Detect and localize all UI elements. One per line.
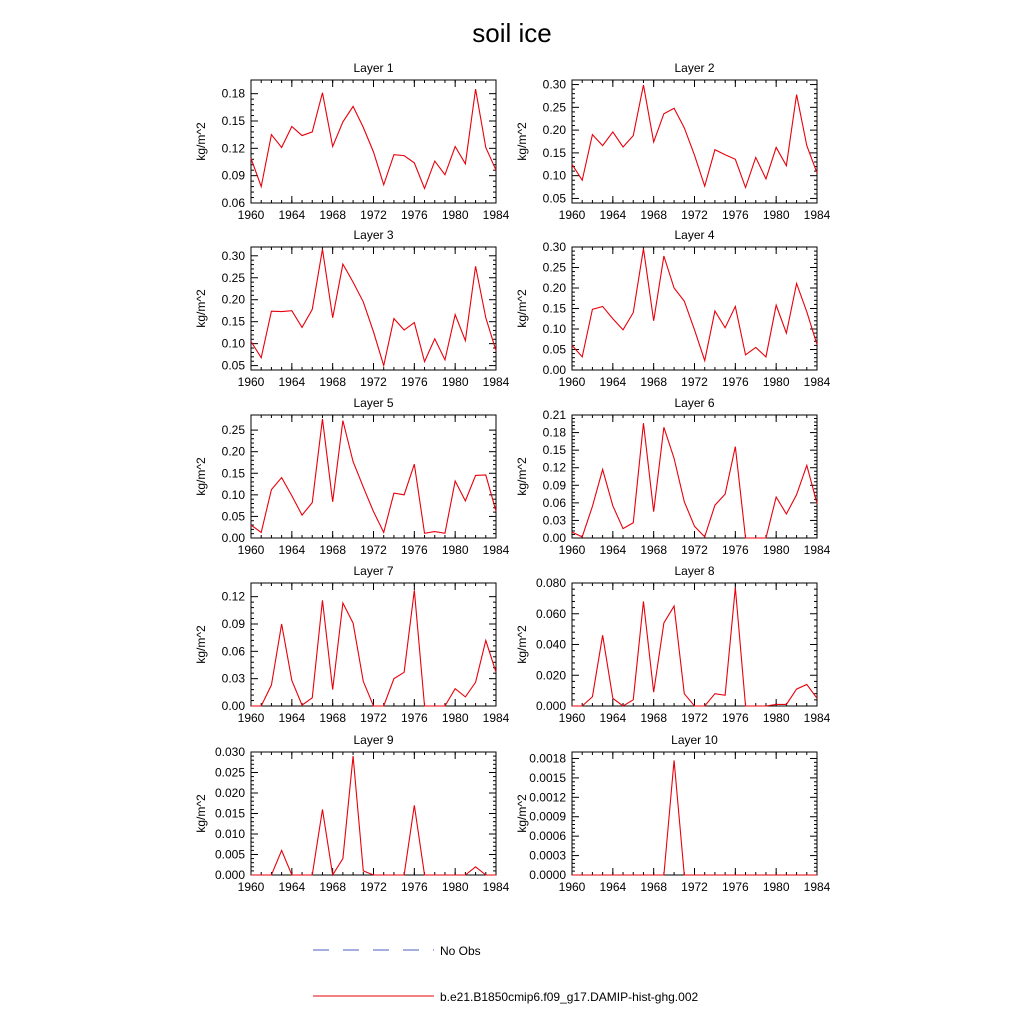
x-tick-label: 1980 [441,375,469,389]
y-tick-label: 0.10 [221,336,245,351]
y-tick-label: 0.025 [214,765,245,780]
x-tick-label: 1972 [681,880,708,894]
y-tick-label: 0.20 [542,123,566,138]
legend-label-model: b.e21.B1850cmip6.f09_g17.DAMIP-hist-ghg.002 [440,990,699,1004]
x-tick-label: 1984 [482,543,510,557]
x-tick-label: 1980 [441,711,469,725]
y-tick-label: 0.25 [221,423,245,438]
panel-title: Layer 10 [671,733,718,747]
x-tick-label: 1980 [441,208,469,222]
x-tick-label: 1960 [237,711,265,725]
y-tick-label: 0.30 [542,77,566,92]
y-tick-label: 0.25 [542,260,566,275]
y-tick-label: 0.015 [214,806,245,821]
x-tick-label: 1968 [640,208,668,222]
y-tick-label: 0.20 [542,281,566,295]
panel-title: Layer 3 [353,228,394,242]
y-tick-label: 0.21 [542,408,566,422]
panel-layer-7 [194,564,510,725]
series-line-layer-6 [572,423,817,538]
y-axis-label: kg/m^2 [194,289,208,328]
x-tick-label: 1968 [640,543,668,557]
x-tick-label: 1976 [721,880,749,894]
y-tick-label: 0.05 [542,191,566,206]
legend [313,944,698,1004]
x-tick-label: 1980 [441,543,469,557]
x-tick-label: 1984 [482,208,510,222]
panel-layer-6 [515,396,831,557]
panel-title: Layer 5 [353,396,394,410]
y-tick-label: 0.30 [221,248,245,263]
x-tick-label: 1984 [482,880,510,894]
x-tick-label: 1976 [721,543,749,557]
plot-frame [572,247,817,370]
y-tick-label: 0.010 [214,827,245,841]
x-tick-label: 1960 [558,375,586,389]
y-tick-label: 0.15 [221,466,245,481]
y-tick-label: 0.0018 [529,751,566,766]
x-tick-label: 1964 [278,208,306,222]
y-axis-label: kg/m^2 [515,457,529,496]
y-tick-label: 0.00 [542,531,566,545]
y-tick-label: 0.18 [542,425,566,440]
y-tick-label: 0.030 [214,745,245,759]
panel-title: Layer 9 [353,733,394,747]
x-tick-label: 1984 [803,880,831,894]
panel-title: Layer 2 [674,61,715,75]
plot-frame [251,752,496,875]
plot-frame [251,583,496,706]
x-tick-label: 1980 [762,208,790,222]
x-tick-label: 1972 [360,543,387,557]
x-tick-label: 1976 [400,375,428,389]
x-tick-label: 1960 [237,543,265,557]
y-axis-label: kg/m^2 [515,289,529,328]
panel-layer-2 [515,61,831,222]
y-axis-label: kg/m^2 [515,122,529,161]
panel-title: Layer 1 [353,61,394,75]
x-tick-label: 1984 [482,711,510,725]
panel-layer-10 [515,733,831,894]
y-tick-label: 0.03 [542,513,566,528]
x-tick-label: 1960 [558,208,586,222]
y-axis-label: kg/m^2 [194,625,208,664]
x-tick-label: 1980 [762,543,790,557]
x-tick-label: 1960 [237,375,265,389]
plot-frame [572,752,817,875]
y-axis-label: kg/m^2 [194,457,208,496]
panel-layer-5 [194,396,510,557]
y-tick-label: 0.09 [542,478,566,493]
y-tick-label: 0.15 [221,114,245,128]
y-tick-label: 0.060 [535,606,566,621]
x-tick-label: 1964 [278,543,306,557]
x-tick-label: 1984 [803,543,831,557]
plot-frame [572,80,817,203]
panel-layer-4 [515,228,831,389]
x-tick-label: 1980 [762,711,790,725]
x-tick-label: 1972 [681,375,708,389]
series-line-layer-1 [251,89,496,188]
x-tick-label: 1964 [599,208,627,222]
series-line-layer-2 [572,85,817,187]
x-tick-label: 1976 [721,208,749,222]
x-tick-label: 1972 [360,711,387,725]
y-tick-label: 0.09 [221,168,245,183]
x-tick-label: 1964 [599,543,627,557]
x-tick-label: 1960 [558,711,586,725]
y-tick-label: 0.30 [542,240,566,254]
y-tick-label: 0.05 [221,509,245,524]
x-tick-label: 1964 [278,375,306,389]
figure-title: soil ice [472,18,552,48]
y-axis-label: kg/m^2 [515,625,529,664]
x-tick-label: 1960 [237,880,265,894]
series-line-layer-8 [572,588,817,706]
y-tick-label: 0.0012 [529,790,566,805]
x-tick-label: 1968 [319,208,347,222]
plot-frame [251,415,496,538]
panel-title: Layer 7 [353,564,394,578]
x-tick-label: 1984 [803,208,831,222]
panel-layer-8 [515,564,831,725]
x-tick-label: 1960 [237,208,265,222]
legend-label-no-obs: No Obs [440,944,481,958]
y-tick-label: 0.12 [542,460,566,475]
y-tick-label: 0.0009 [529,809,566,824]
y-axis-label: kg/m^2 [194,794,208,833]
x-tick-label: 1968 [640,375,668,389]
plot-frame [251,247,496,370]
x-tick-label: 1964 [599,375,627,389]
x-tick-label: 1964 [599,880,627,894]
x-tick-label: 1972 [681,543,708,557]
y-tick-label: 0.10 [221,487,245,502]
series-line-layer-9 [251,756,496,875]
y-axis-label: kg/m^2 [194,122,208,161]
y-tick-label: 0.00 [221,699,245,713]
y-tick-label: 0.0000 [529,868,566,882]
x-tick-label: 1984 [803,375,831,389]
x-tick-label: 1976 [400,543,428,557]
y-tick-label: 0.040 [535,637,566,652]
y-tick-label: 0.000 [214,868,245,882]
x-tick-label: 1968 [319,543,347,557]
y-tick-label: 0.00 [542,363,566,377]
y-tick-label: 0.020 [214,786,245,800]
y-tick-label: 0.080 [535,576,566,590]
x-tick-label: 1976 [721,375,749,389]
y-tick-label: 0.0006 [529,829,566,844]
x-tick-label: 1972 [360,375,387,389]
x-tick-label: 1976 [400,880,428,894]
panel-title: Layer 6 [674,396,715,410]
x-tick-label: 1984 [803,711,831,725]
series-line-layer-5 [251,419,496,533]
y-tick-label: 0.06 [221,644,245,659]
y-tick-label: 0.25 [542,100,566,115]
plot-frame [572,415,817,538]
x-tick-label: 1960 [558,880,586,894]
y-tick-label: 0.15 [542,145,566,160]
x-tick-label: 1964 [278,711,306,725]
panel-layer-9 [194,733,510,894]
x-tick-label: 1964 [599,711,627,725]
plot-frame [572,583,817,706]
y-tick-label: 0.03 [221,671,245,686]
series-line-layer-3 [251,249,496,365]
x-tick-label: 1972 [681,208,708,222]
x-tick-label: 1972 [360,208,387,222]
panel-layer-3 [194,228,510,389]
x-tick-label: 1968 [640,711,668,725]
y-tick-label: 0.09 [221,617,245,631]
x-tick-label: 1984 [482,375,510,389]
series-line-layer-10 [572,760,817,875]
y-tick-label: 0.10 [542,322,566,336]
x-tick-label: 1980 [441,880,469,894]
y-tick-label: 0.15 [542,301,566,316]
y-tick-label: 0.00 [221,531,245,545]
x-tick-label: 1972 [681,711,708,725]
y-tick-label: 0.25 [221,270,245,285]
x-tick-label: 1980 [762,880,790,894]
panel-layer-1 [194,61,510,222]
y-tick-label: 0.20 [221,292,245,307]
x-tick-label: 1960 [558,543,586,557]
y-tick-label: 0.0003 [529,848,566,863]
panel-title: Layer 4 [674,228,715,242]
y-tick-label: 0.20 [221,444,245,459]
x-tick-label: 1972 [360,880,387,894]
y-tick-label: 0.06 [221,196,245,210]
panel-grid [194,61,831,894]
y-axis-label: kg/m^2 [515,794,529,833]
panel-title: Layer 8 [674,564,715,578]
x-tick-label: 1968 [319,375,347,389]
y-tick-label: 0.15 [221,314,245,329]
series-line-layer-4 [572,249,817,361]
y-tick-label: 0.0015 [529,770,566,785]
y-tick-label: 0.05 [221,358,245,373]
y-tick-label: 0.000 [535,699,566,713]
x-tick-label: 1976 [400,208,428,222]
series-line-layer-7 [251,590,496,706]
y-tick-label: 0.12 [221,141,245,156]
x-tick-label: 1968 [319,711,347,725]
x-tick-label: 1964 [278,880,306,894]
x-tick-label: 1980 [762,375,790,389]
x-tick-label: 1976 [721,711,749,725]
y-tick-label: 0.15 [542,443,566,458]
y-tick-label: 0.12 [221,589,245,604]
y-tick-label: 0.020 [535,668,566,683]
y-tick-label: 0.005 [214,847,245,862]
x-tick-label: 1968 [640,880,668,894]
x-tick-label: 1968 [319,880,347,894]
x-tick-label: 1976 [400,711,428,725]
y-tick-label: 0.06 [542,495,566,510]
y-tick-label: 0.18 [221,86,245,101]
plot-frame [251,80,496,203]
y-tick-label: 0.10 [542,168,566,183]
y-tick-label: 0.05 [542,342,566,357]
